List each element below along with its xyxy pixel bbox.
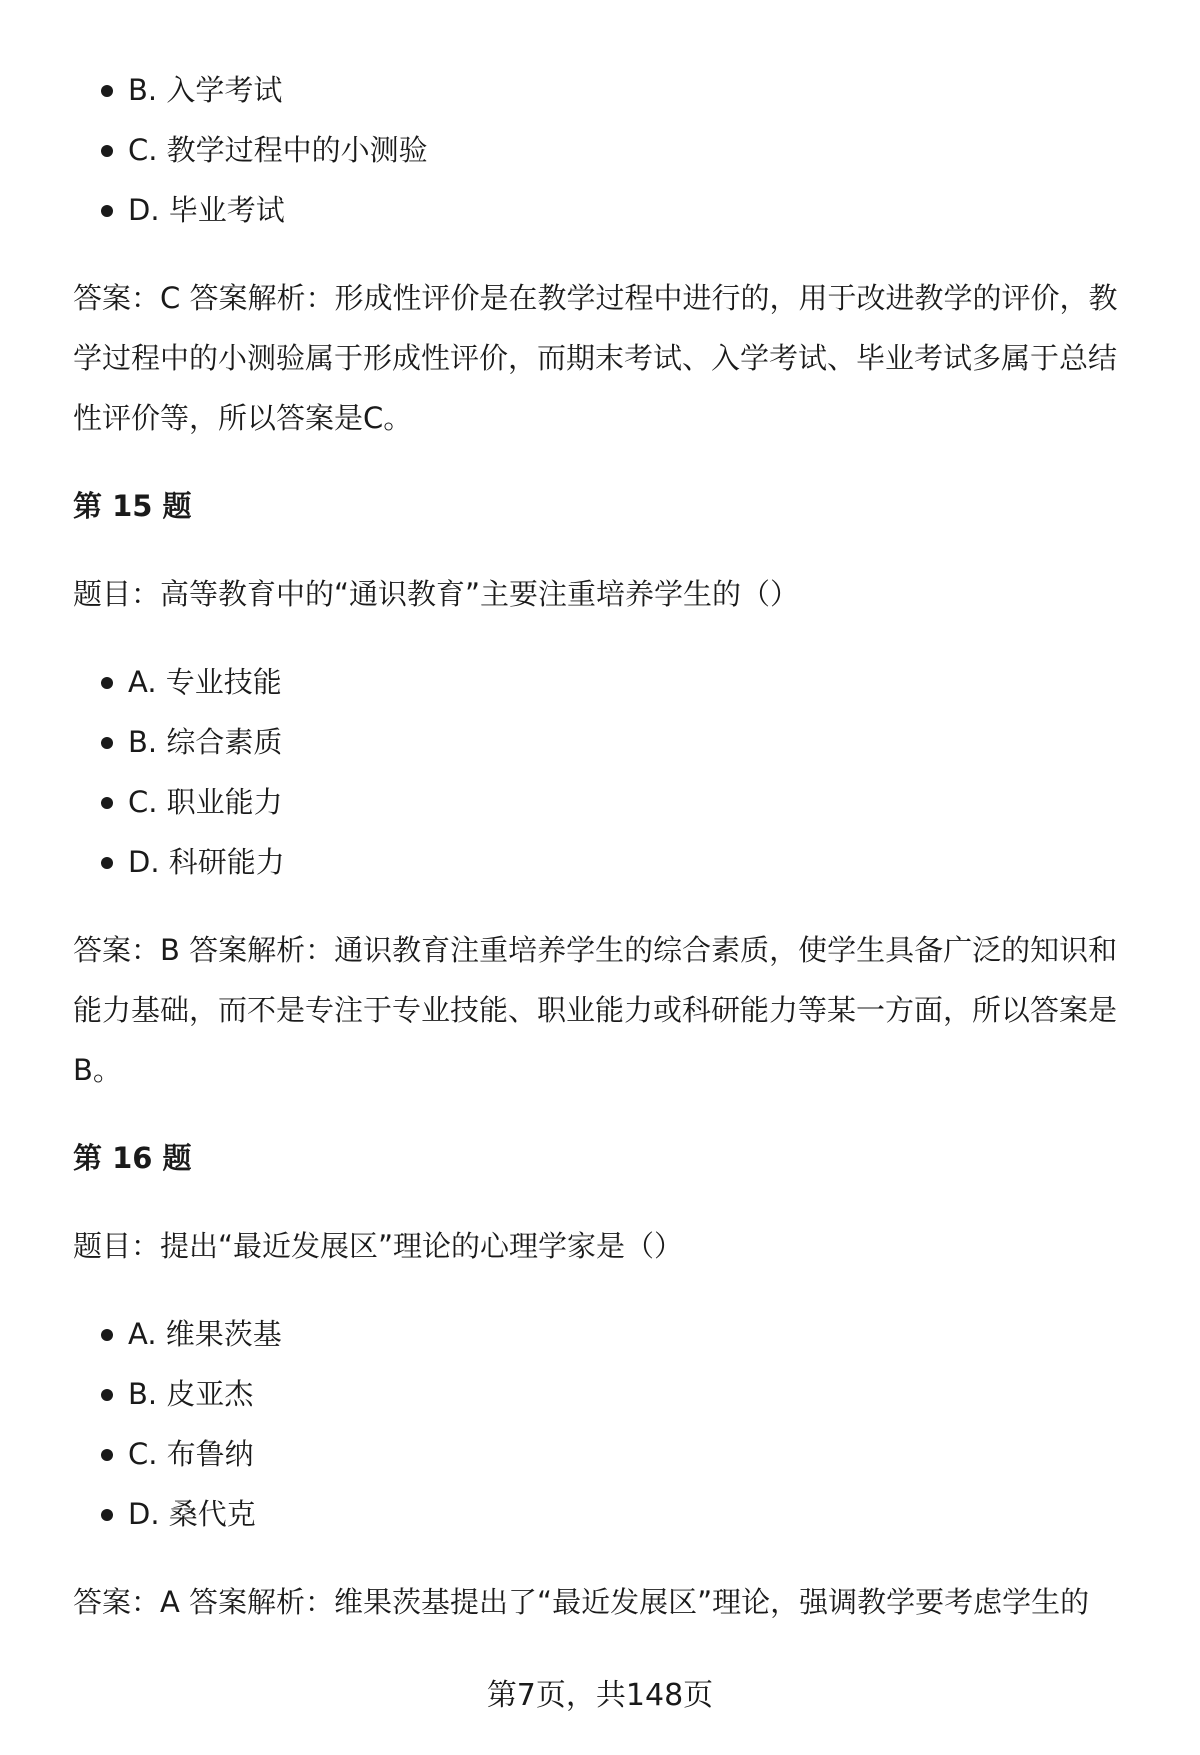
bullet-icon [101, 857, 113, 869]
option-item [73, 180, 1145, 240]
bullet-icon [101, 1449, 113, 1461]
bullet-icon [101, 85, 113, 97]
question-text: 题目：提出“最近发展区”理论的心理学家是（） [73, 1229, 684, 1263]
bullet-icon [101, 1389, 113, 1401]
option-item [73, 772, 1145, 832]
option-item [73, 832, 1145, 892]
answer-explanation: 答案：B 答案解析：通识教育注重培养学生的综合素质，使学生具备广泛的知识和能力基础，而不是专注于专业技能、职业能力或科研能力等某一方面，所以答案是B。 [73, 933, 1118, 1087]
option-text: C. 教学过程中的小测验 [128, 133, 428, 167]
bullet-icon [101, 205, 113, 217]
bullet-icon [101, 145, 113, 157]
option-item [73, 712, 1145, 772]
option-text: B. 皮亚杰 [128, 1377, 254, 1411]
option-text: B. 入学考试 [128, 73, 283, 107]
option-item [73, 120, 1145, 180]
bullet-icon [101, 1509, 113, 1521]
question-text: 题目：高等教育中的“通识教育”主要注重培养学生的（） [73, 577, 800, 611]
answer-explanation: 答案：C 答案解析：形成性评价是在教学过程中进行的，用于改进教学的评价，教学过程中的小测验属于形成性评价，而期末考试、入学考试、毕业考试多属于总结性评价等，所以答案是C。 [73, 281, 1118, 435]
page-content [73, 60, 1145, 1632]
question-heading: 第 16 题 [73, 1141, 192, 1175]
option-text: D. 科研能力 [128, 845, 285, 879]
option-text: A. 专业技能 [128, 665, 282, 699]
option-item [73, 1484, 1145, 1544]
question-heading: 第 15 题 [73, 489, 192, 523]
option-item [73, 652, 1145, 712]
answer-explanation: 答案：A 答案解析：维果茨基提出了“最近发展区”理论，强调教学要考虑学生的 [73, 1585, 1090, 1619]
bullet-icon [101, 1329, 113, 1341]
option-text: D. 桑代克 [128, 1497, 256, 1531]
option-item [73, 1364, 1145, 1424]
bullet-icon [101, 737, 113, 749]
option-list [73, 60, 1145, 240]
option-text: B. 综合素质 [128, 725, 283, 759]
option-text: C. 职业能力 [128, 785, 283, 819]
option-item [73, 1424, 1145, 1484]
option-list [73, 1304, 1145, 1544]
option-text: A. 维果茨基 [128, 1317, 282, 1351]
bullet-icon [101, 797, 113, 809]
option-item [73, 1304, 1145, 1364]
bullet-icon [101, 677, 113, 689]
option-list [73, 652, 1145, 892]
option-item [73, 60, 1145, 120]
page-number: 第7页，共148页 [486, 1678, 714, 1713]
option-text: D. 毕业考试 [128, 193, 285, 227]
option-text: C. 布鲁纳 [128, 1437, 254, 1471]
